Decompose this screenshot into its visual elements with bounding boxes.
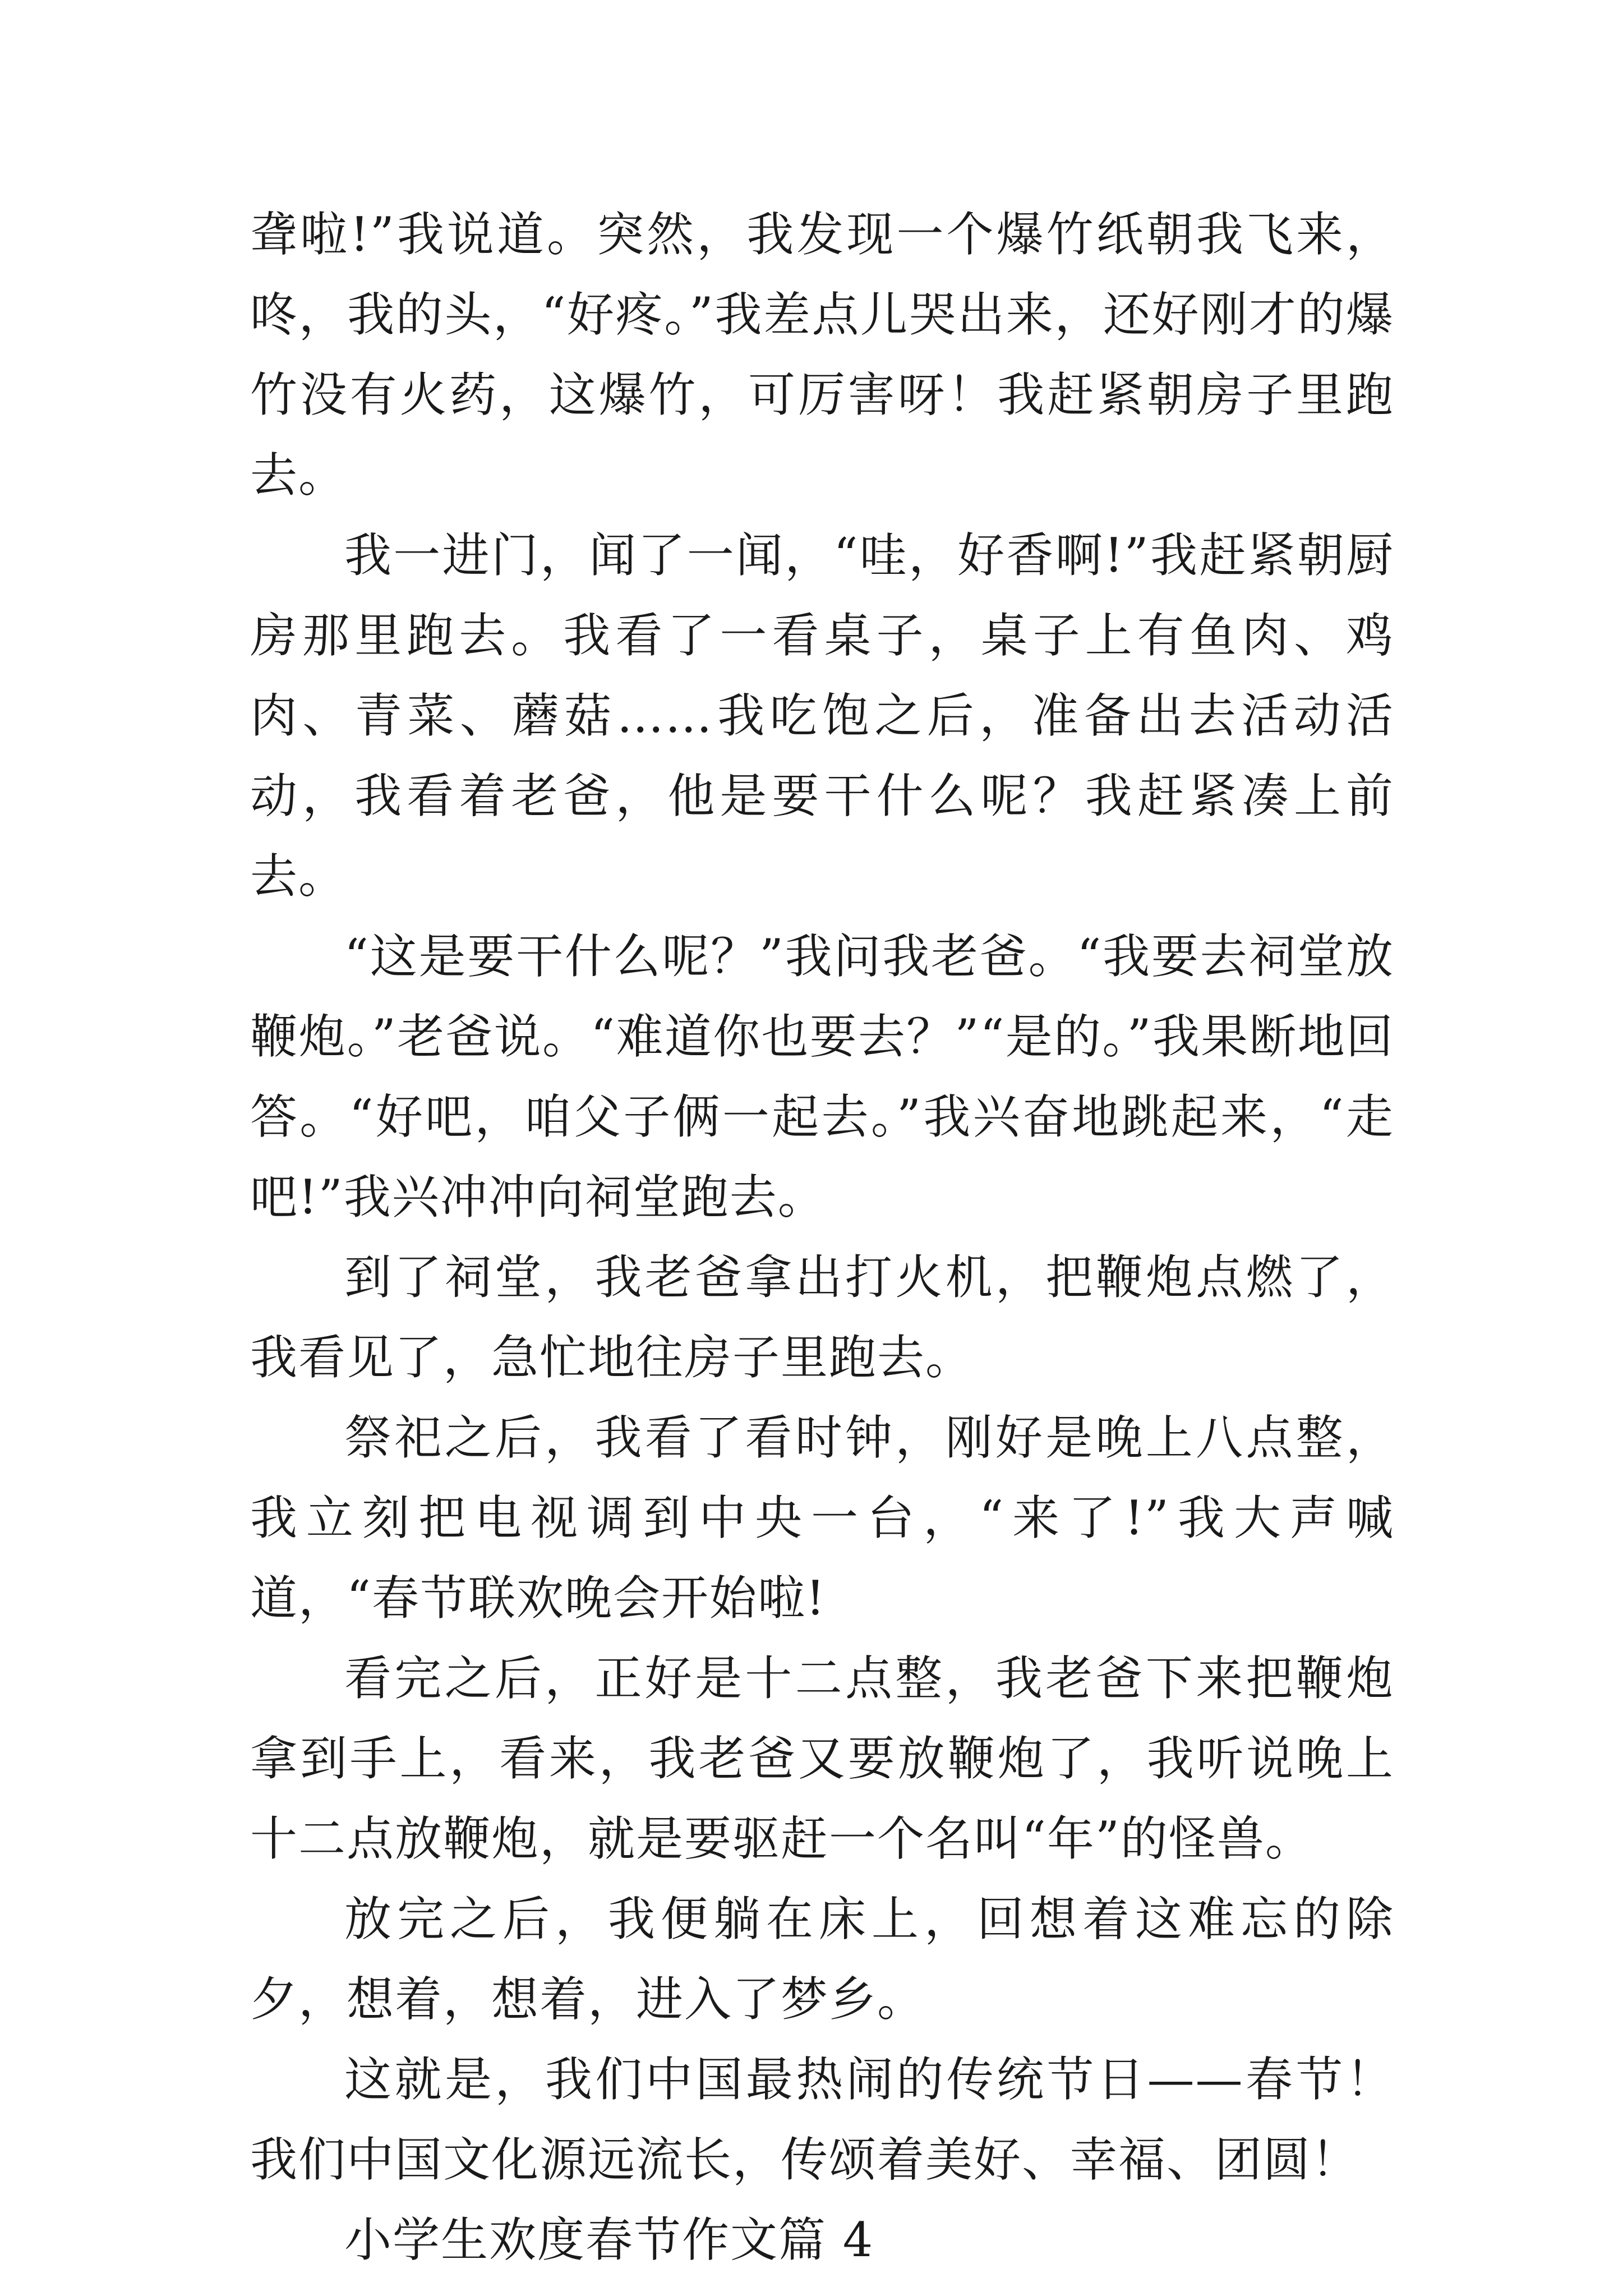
paragraph-7: 放完之后，我便躺在床上，回想着这难忘的除夕，想着，想着，进入了梦乡。: [250, 1892, 1394, 2027]
paragraph-8: 这就是，我们中国最热闹的传统节日——春节！我们中国文化源远流长，传颂着美好、幸福、团圆！: [250, 2052, 1394, 2187]
paragraph-2: 我一进门，闻了一闻，“哇，好香啊!”我赶紧朝厨房那里跑去。我看了一看桌子，桌子上有鱼肉、鸡肉、青菜、蘑菇……我吃饱之后，准备出去活动活动，我看着老爸，他是要干什么呢？我赶紧凑上前去。: [250, 528, 1394, 904]
paragraph-5: 祭祀之后，我看了看时钟，刚好是晚上八点整，我立刻把电视调到中央一台，“来了!”我大声喊道，“春节联欢晚会开始啦!: [250, 1410, 1394, 1626]
paragraph-4: 到了祠堂，我老爸拿出打火机，把鞭炮点燃了，我看见了，急忙地往房子里跑去。: [250, 1250, 1394, 1385]
section-heading: 小学生欢度春节作文篇 4: [344, 2212, 874, 2267]
paragraph-1: 聋啦!”我说道。突然，我发现一个爆竹纸朝我飞来，咚，我的头，“好疼。”我差点儿哭出来，还好刚才的爆竹没有火药，这爆竹，可厉害呀！我赶紧朝房子里跑去。: [250, 207, 1394, 503]
paragraph-3: “这是要干什么呢？”我问我老爸。“我要去祠堂放鞭炮。”老爸说。“难道你也要去？”“是的。”我果断地回答。“好吧，咱父子俩一起去。”我兴奋地跳起来，“走吧!”我兴冲冲向祠堂跑去。: [250, 929, 1394, 1225]
document-body: [250, 195, 1394, 2280]
paragraph-6: 看完之后，正好是十二点整，我老爸下来把鞭炮拿到手上，看来，我老爸又要放鞭炮了，我听说晚上十二点放鞭炮，就是要驱赶一个名叫“年”的怪兽。: [250, 1651, 1394, 1866]
